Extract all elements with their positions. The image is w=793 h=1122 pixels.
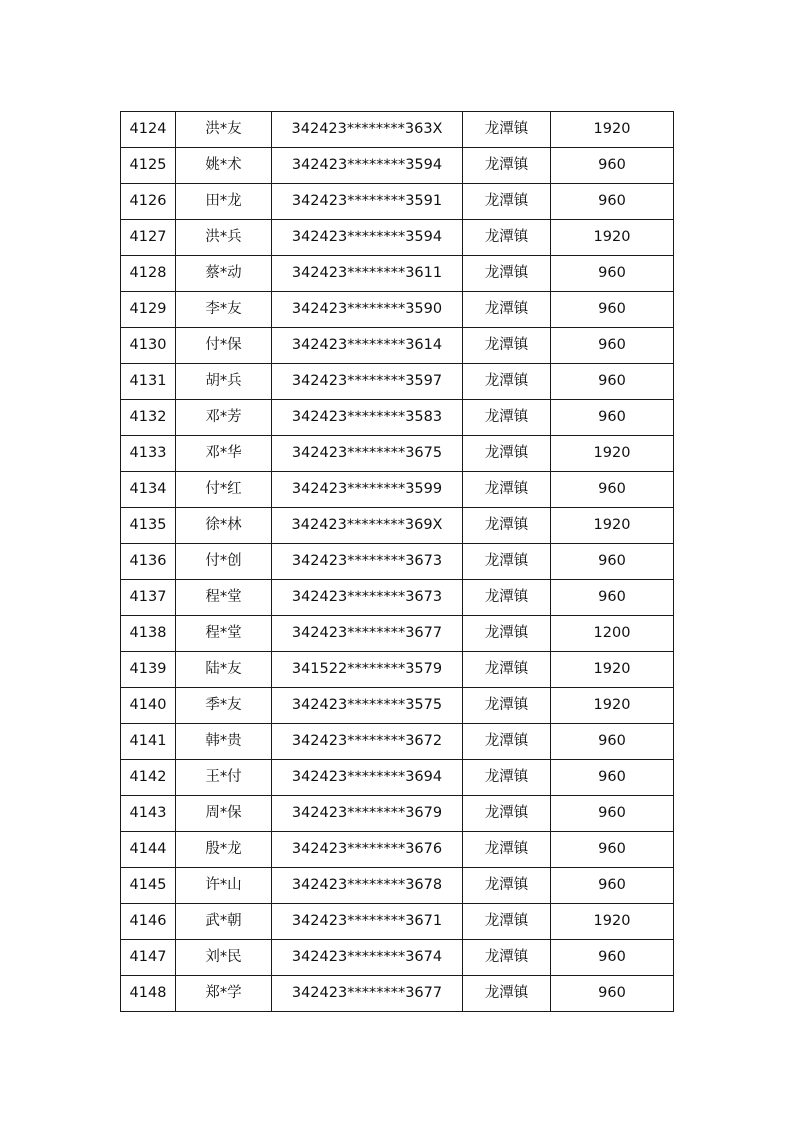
cell-serial-number: 4136 <box>121 544 176 580</box>
cell-name: 郑*学 <box>176 976 272 1012</box>
cell-amount: 1920 <box>551 904 674 940</box>
cell-name: 刘*民 <box>176 940 272 976</box>
cell-town: 龙潭镇 <box>463 292 551 328</box>
cell-town: 龙潭镇 <box>463 616 551 652</box>
cell-name: 洪*兵 <box>176 220 272 256</box>
table-row <box>121 796 674 832</box>
roster-table <box>120 111 674 1012</box>
cell-name: 李*友 <box>176 292 272 328</box>
cell-serial-number: 4132 <box>121 400 176 436</box>
cell-town: 龙潭镇 <box>463 328 551 364</box>
cell-amount: 1920 <box>551 688 674 724</box>
table-row <box>121 652 674 688</box>
cell-serial-number: 4140 <box>121 688 176 724</box>
cell-id-number: 342423********3679 <box>272 796 463 832</box>
table-row <box>121 292 674 328</box>
cell-id-number: 342423********3575 <box>272 688 463 724</box>
cell-id-number: 342423********3614 <box>272 328 463 364</box>
cell-amount: 960 <box>551 832 674 868</box>
cell-town: 龙潭镇 <box>463 724 551 760</box>
cell-id-number: 342423********3590 <box>272 292 463 328</box>
cell-serial-number: 4131 <box>121 364 176 400</box>
cell-id-number: 341522********3579 <box>272 652 463 688</box>
cell-town: 龙潭镇 <box>463 940 551 976</box>
cell-town: 龙潭镇 <box>463 832 551 868</box>
table-row <box>121 904 674 940</box>
table-row <box>121 364 674 400</box>
cell-name: 姚*术 <box>176 148 272 184</box>
cell-serial-number: 4124 <box>121 112 176 148</box>
cell-serial-number: 4130 <box>121 328 176 364</box>
cell-serial-number: 4146 <box>121 904 176 940</box>
cell-serial-number: 4142 <box>121 760 176 796</box>
cell-amount: 960 <box>551 292 674 328</box>
cell-amount: 1920 <box>551 508 674 544</box>
cell-town: 龙潭镇 <box>463 400 551 436</box>
cell-amount: 960 <box>551 184 674 220</box>
cell-amount: 960 <box>551 148 674 184</box>
cell-town: 龙潭镇 <box>463 364 551 400</box>
cell-id-number: 342423********3677 <box>272 616 463 652</box>
cell-serial-number: 4148 <box>121 976 176 1012</box>
cell-town: 龙潭镇 <box>463 508 551 544</box>
cell-town: 龙潭镇 <box>463 436 551 472</box>
cell-amount: 960 <box>551 544 674 580</box>
cell-serial-number: 4144 <box>121 832 176 868</box>
cell-town: 龙潭镇 <box>463 220 551 256</box>
table-row <box>121 616 674 652</box>
cell-amount: 1920 <box>551 220 674 256</box>
roster-table-body <box>121 112 674 1012</box>
table-row <box>121 832 674 868</box>
table-row <box>121 688 674 724</box>
cell-name: 付*保 <box>176 328 272 364</box>
table-row <box>121 580 674 616</box>
cell-name: 王*付 <box>176 760 272 796</box>
cell-town: 龙潭镇 <box>463 904 551 940</box>
cell-name: 许*山 <box>176 868 272 904</box>
cell-name: 陆*友 <box>176 652 272 688</box>
cell-name: 殷*龙 <box>176 832 272 868</box>
table-row <box>121 472 674 508</box>
cell-id-number: 342423********3677 <box>272 976 463 1012</box>
cell-id-number: 342423********3672 <box>272 724 463 760</box>
cell-id-number: 342423********3594 <box>272 220 463 256</box>
cell-town: 龙潭镇 <box>463 580 551 616</box>
cell-serial-number: 4126 <box>121 184 176 220</box>
cell-name: 季*友 <box>176 688 272 724</box>
cell-amount: 960 <box>551 796 674 832</box>
cell-serial-number: 4137 <box>121 580 176 616</box>
cell-id-number: 342423********3674 <box>272 940 463 976</box>
cell-name: 付*创 <box>176 544 272 580</box>
cell-town: 龙潭镇 <box>463 796 551 832</box>
cell-amount: 1920 <box>551 112 674 148</box>
cell-amount: 960 <box>551 580 674 616</box>
cell-serial-number: 4128 <box>121 256 176 292</box>
cell-amount: 960 <box>551 400 674 436</box>
cell-amount: 1200 <box>551 616 674 652</box>
cell-amount: 960 <box>551 760 674 796</box>
cell-serial-number: 4143 <box>121 796 176 832</box>
cell-id-number: 342423********3673 <box>272 580 463 616</box>
cell-id-number: 342423********3599 <box>272 472 463 508</box>
cell-name: 韩*贵 <box>176 724 272 760</box>
cell-id-number: 342423********3583 <box>272 400 463 436</box>
cell-id-number: 342423********3694 <box>272 760 463 796</box>
cell-town: 龙潭镇 <box>463 976 551 1012</box>
table-row <box>121 184 674 220</box>
cell-name: 周*保 <box>176 796 272 832</box>
table-row <box>121 220 674 256</box>
table-row <box>121 724 674 760</box>
cell-serial-number: 4141 <box>121 724 176 760</box>
cell-serial-number: 4147 <box>121 940 176 976</box>
table-row <box>121 256 674 292</box>
table-row <box>121 400 674 436</box>
cell-serial-number: 4125 <box>121 148 176 184</box>
cell-serial-number: 4134 <box>121 472 176 508</box>
table-row <box>121 436 674 472</box>
cell-id-number: 342423********363X <box>272 112 463 148</box>
cell-town: 龙潭镇 <box>463 256 551 292</box>
table-row <box>121 868 674 904</box>
cell-id-number: 342423********3675 <box>272 436 463 472</box>
cell-amount: 960 <box>551 940 674 976</box>
cell-serial-number: 4135 <box>121 508 176 544</box>
cell-name: 程*堂 <box>176 616 272 652</box>
table-row <box>121 148 674 184</box>
cell-town: 龙潭镇 <box>463 868 551 904</box>
table-row <box>121 940 674 976</box>
cell-serial-number: 4129 <box>121 292 176 328</box>
cell-town: 龙潭镇 <box>463 112 551 148</box>
cell-name: 胡*兵 <box>176 364 272 400</box>
cell-id-number: 342423********3676 <box>272 832 463 868</box>
cell-name: 蔡*动 <box>176 256 272 292</box>
table-row <box>121 760 674 796</box>
table-row <box>121 544 674 580</box>
cell-amount: 960 <box>551 868 674 904</box>
table-row <box>121 328 674 364</box>
cell-serial-number: 4145 <box>121 868 176 904</box>
cell-serial-number: 4133 <box>121 436 176 472</box>
cell-name: 邓*芳 <box>176 400 272 436</box>
cell-name: 徐*林 <box>176 508 272 544</box>
cell-town: 龙潭镇 <box>463 652 551 688</box>
cell-name: 付*红 <box>176 472 272 508</box>
table-row <box>121 112 674 148</box>
cell-amount: 960 <box>551 976 674 1012</box>
cell-town: 龙潭镇 <box>463 688 551 724</box>
cell-amount: 960 <box>551 364 674 400</box>
cell-amount: 960 <box>551 256 674 292</box>
cell-amount: 960 <box>551 724 674 760</box>
cell-serial-number: 4139 <box>121 652 176 688</box>
cell-name: 田*龙 <box>176 184 272 220</box>
cell-town: 龙潭镇 <box>463 544 551 580</box>
cell-name: 邓*华 <box>176 436 272 472</box>
cell-id-number: 342423********3594 <box>272 148 463 184</box>
cell-name: 程*堂 <box>176 580 272 616</box>
cell-amount: 1920 <box>551 436 674 472</box>
cell-serial-number: 4138 <box>121 616 176 652</box>
cell-id-number: 342423********3671 <box>272 904 463 940</box>
cell-id-number: 342423********3673 <box>272 544 463 580</box>
cell-id-number: 342423********369X <box>272 508 463 544</box>
cell-amount: 960 <box>551 472 674 508</box>
cell-id-number: 342423********3611 <box>272 256 463 292</box>
cell-id-number: 342423********3597 <box>272 364 463 400</box>
cell-serial-number: 4127 <box>121 220 176 256</box>
cell-amount: 960 <box>551 328 674 364</box>
cell-name: 武*朝 <box>176 904 272 940</box>
table-row <box>121 508 674 544</box>
cell-town: 龙潭镇 <box>463 760 551 796</box>
cell-amount: 1920 <box>551 652 674 688</box>
cell-name: 洪*友 <box>176 112 272 148</box>
cell-id-number: 342423********3678 <box>272 868 463 904</box>
table-row <box>121 976 674 1012</box>
cell-town: 龙潭镇 <box>463 472 551 508</box>
cell-town: 龙潭镇 <box>463 184 551 220</box>
cell-id-number: 342423********3591 <box>272 184 463 220</box>
cell-town: 龙潭镇 <box>463 148 551 184</box>
